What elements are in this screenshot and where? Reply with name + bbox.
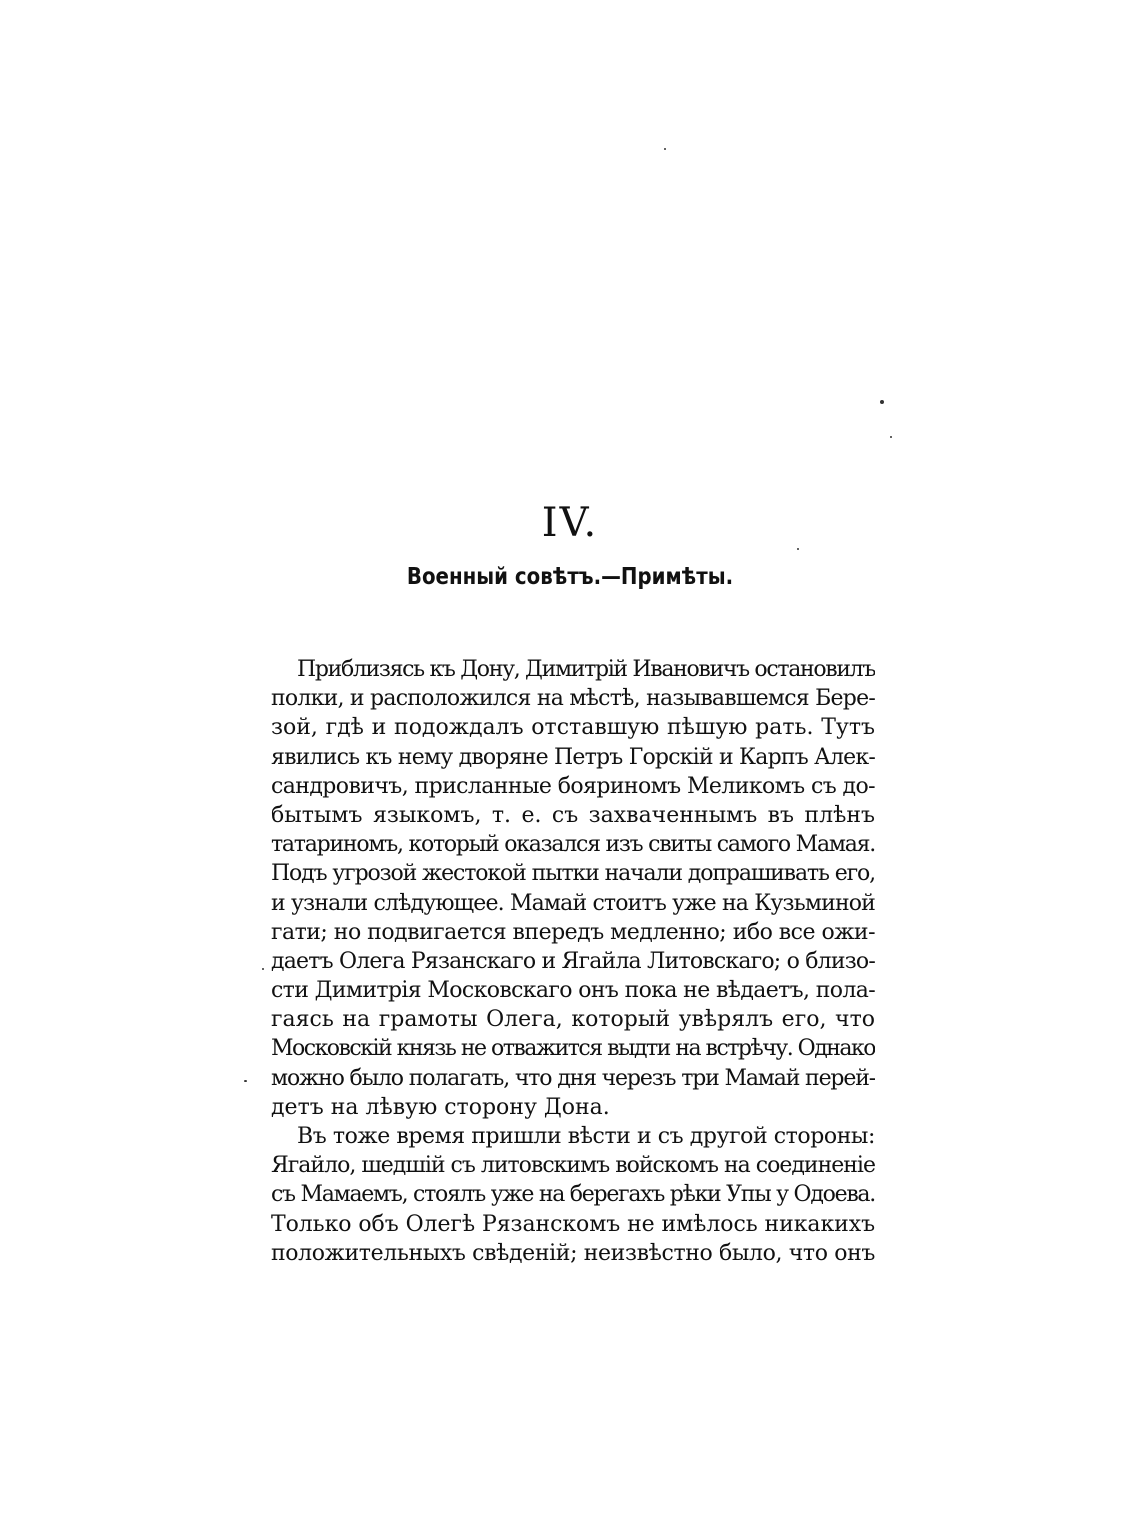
scan-speck [797, 548, 799, 550]
scan-speck [664, 148, 666, 150]
text-line: положительныхъ свѣденій; неизвѣстно было, что онъ [271, 1240, 875, 1266]
body-text [271, 655, 875, 1268]
scan-speck [890, 436, 892, 438]
text-line: Въ тоже время пришли вѣсти и съ другой стороны: [297, 1124, 875, 1149]
text-line: Только объ Олегѣ Рязанскомъ не имѣлось никакихъ [271, 1211, 875, 1237]
text-line: Ягайло, шедшій съ литовскимъ войскомъ на соединеніе [271, 1153, 875, 1179]
text-line: сандровичъ, присланные бояриномъ Меликомъ съ до- [271, 773, 875, 799]
chapter-title: Военный совѣтъ.—Примѣты. [406, 564, 734, 590]
paragraph-1 [271, 655, 875, 1122]
text-line: можно было полагать, что дня черезъ три Мамай перей- [271, 1065, 875, 1091]
text-line: гати; но подвигается впередъ медленно; ибо все ожи- [271, 919, 875, 945]
scan-speck [244, 1080, 247, 1082]
text-line: полки, и расположился на мѣстѣ, называвшемся Бере- [271, 686, 875, 712]
text-line: и узнали слѣдующее. Мамай стоитъ уже на Кузьминой [271, 890, 875, 916]
text-line: татариномъ, который оказался изъ свиты самого Мамая. [271, 832, 875, 858]
text-line: детъ на лѣвую сторону Дона. [271, 1094, 610, 1120]
text-line: сти Димитрія Московскаго онъ пока не вѣдаетъ, пола- [271, 978, 875, 1004]
text-line: Московскій князь не отважится выдти на встрѣчу. Однако [271, 1036, 875, 1062]
text-line: Приблизясь къ Дону, Димитрій Ивановичъ остановилъ [297, 657, 875, 682]
text-line: съ Мамаемъ, стоялъ уже на берегахъ рѣки Упы у Одоева. [271, 1182, 875, 1208]
text-line: даетъ Олега Рязанскаго и Ягайла Литовскаго; о близо- [271, 948, 875, 974]
text-line: явились къ нему дворяне Петръ Горскій и Карпъ Алек- [271, 744, 875, 770]
scan-speck [880, 400, 884, 404]
text-line: Подъ угрозой жестокой пытки начали допрашивать его, [271, 861, 875, 887]
scan-speck [262, 968, 264, 970]
paragraph-2 [271, 1122, 875, 1268]
chapter-numeral: IV. [541, 500, 599, 546]
text-line: гаясь на грамоты Олега, который увѣрялъ его, что [271, 1007, 875, 1033]
text-line: бытымъ языкомъ, т. е. съ захваченнымъ въ плѣнъ [271, 802, 875, 828]
text-line: зой, гдѣ и подождалъ отставшую пѣшую рать. Тутъ [271, 715, 875, 741]
